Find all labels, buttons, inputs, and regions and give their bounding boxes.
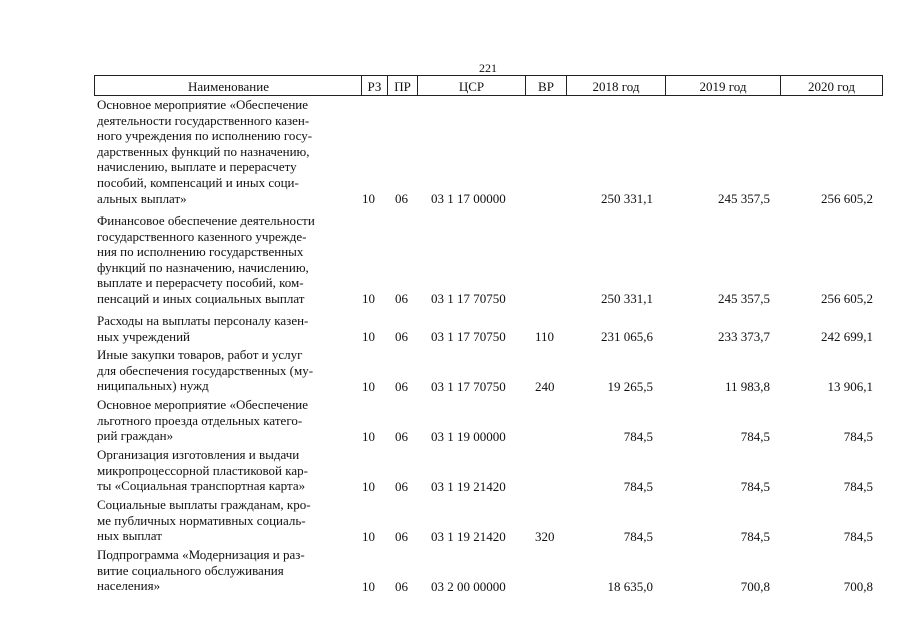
header-csr: ЦСР <box>458 79 485 94</box>
cell-2018: 18 635,0 <box>607 579 653 594</box>
page-number: 221 <box>479 61 497 75</box>
cell-2019: 233 373,7 <box>718 329 770 344</box>
cell-csr: 03 1 17 70750 <box>431 291 506 306</box>
cell-2018: 250 331,1 <box>601 291 653 306</box>
cell-2019: 245 357,5 <box>718 291 770 306</box>
cell-pr: 06 <box>395 329 408 344</box>
cell-csr: 03 1 17 70750 <box>431 379 506 394</box>
cell-vr: 240 <box>535 379 555 394</box>
cell-pr: 06 <box>395 479 408 494</box>
cell-rz: 10 <box>362 291 375 306</box>
cell-2019: 11 983,8 <box>724 379 770 394</box>
cell-csr: 03 2 00 00000 <box>431 579 506 594</box>
cell-pr: 06 <box>395 291 408 306</box>
cell-pr: 06 <box>395 379 408 394</box>
header-vr: ВР <box>538 79 554 94</box>
row-name: Подпрограмма «Модернизация и раз- витие социального обслуживания населения» <box>97 547 305 594</box>
row-name: Основное мероприятие «Обеспечение деятельности государственного казен- ного учреждения по исполнению госу- дарственных функций по назначению, начислению, выплате и перерасчету пособий, компенсаций и иных соци- альных выплат» <box>97 97 313 206</box>
cell-rz: 10 <box>362 379 375 394</box>
cell-csr: 03 1 19 21420 <box>431 479 506 494</box>
cell-pr: 06 <box>395 429 408 444</box>
cell-2020: 700,8 <box>843 579 873 594</box>
table-header <box>94 75 883 96</box>
header-2018: 2018 год <box>592 79 640 94</box>
cell-pr: 06 <box>395 191 408 206</box>
header-2019: 2019 год <box>699 79 747 94</box>
cell-2020: 13 906,1 <box>827 379 873 394</box>
row-name: Финансовое обеспечение деятельности государственного казенного учрежде- ния по исполнению государственных функций по назначению, начислению, выплате и перерасчету пособий, ком- пенсаций и иных социальных выплат <box>97 213 315 306</box>
cell-2019: 700,8 <box>740 579 770 594</box>
header-name: Наименование <box>188 79 269 94</box>
cell-rz: 10 <box>362 579 375 594</box>
cell-2020: 242 699,1 <box>821 329 873 344</box>
cell-rz: 10 <box>362 529 375 544</box>
cell-rz: 10 <box>362 329 375 344</box>
cell-2018: 250 331,1 <box>601 191 653 206</box>
row-name: Организация изготовления и выдачи микропроцессорной пластиковой кар- ты «Социальная транспортная карта» <box>97 447 308 494</box>
row-name: Расходы на выплаты персоналу казен- ных учреждений <box>97 313 309 344</box>
cell-2020: 256 605,2 <box>821 291 873 306</box>
cell-2018: 784,5 <box>623 479 653 494</box>
cell-2019: 245 357,5 <box>718 191 770 206</box>
cell-2020: 784,5 <box>843 429 873 444</box>
cell-rz: 10 <box>362 191 375 206</box>
cell-2018: 19 265,5 <box>607 379 653 394</box>
cell-csr: 03 1 17 00000 <box>431 191 506 206</box>
cell-2018: 784,5 <box>623 429 653 444</box>
cell-pr: 06 <box>395 579 408 594</box>
cell-2020: 784,5 <box>843 479 873 494</box>
row-name: Социальные выплаты гражданам, кро- ме публичных нормативных социаль- ных выплат <box>97 497 311 544</box>
cell-2020: 784,5 <box>843 529 873 544</box>
cell-2020: 256 605,2 <box>821 191 873 206</box>
cell-2019: 784,5 <box>740 429 770 444</box>
header-rz: РЗ <box>367 79 382 94</box>
cell-rz: 10 <box>362 479 375 494</box>
row-name: Основное мероприятие «Обеспечение льготного проезда отдельных катего- рий граждан» <box>97 397 309 444</box>
cell-vr: 320 <box>535 529 555 544</box>
row-name: Иные закупки товаров, работ и услуг для обеспечения государственных (му- ниципальных) нужд <box>97 347 314 394</box>
cell-2019: 784,5 <box>740 479 770 494</box>
cell-vr: 110 <box>535 329 555 344</box>
header-pr: ПР <box>394 79 411 94</box>
cell-csr: 03 1 17 70750 <box>431 329 506 344</box>
cell-2018: 231 065,6 <box>601 329 653 344</box>
cell-2019: 784,5 <box>740 529 770 544</box>
cell-csr: 03 1 19 21420 <box>431 529 506 544</box>
cell-csr: 03 1 19 00000 <box>431 429 506 444</box>
cell-pr: 06 <box>395 529 408 544</box>
cell-rz: 10 <box>362 429 375 444</box>
cell-2018: 784,5 <box>623 529 653 544</box>
header-2020: 2020 год <box>808 79 855 94</box>
